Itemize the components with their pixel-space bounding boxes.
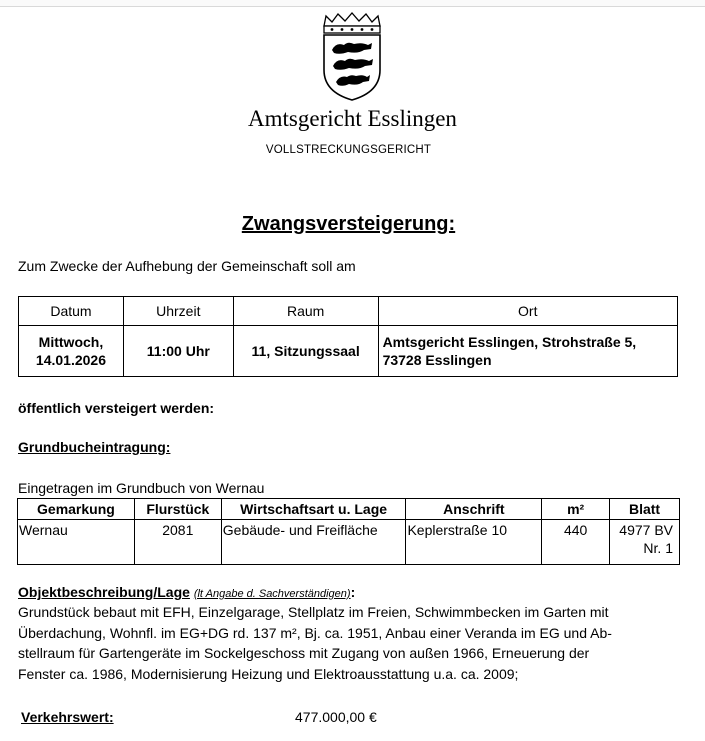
- object-description: [18, 602, 683, 684]
- place-line-2: 73728 Esslingen: [382, 352, 492, 368]
- cell-anschrift: Keplerstraße 10: [406, 520, 542, 565]
- land-register-note: Eingetragen im Grundbuch von Wernau: [18, 480, 265, 496]
- blatt-line-1: 4977 BV: [619, 522, 673, 538]
- header-blatt: Blatt: [610, 499, 680, 520]
- object-line-3: stellraum für Gartengeräte im Sockelgeschoss mit Zugang von außen 1966, Erneuerung der: [18, 645, 590, 661]
- cell-time: 11:00 Uhr: [123, 326, 233, 377]
- land-register-row: [18, 520, 680, 565]
- intro-text: Zum Zwecke der Aufhebung der Gemeinschaft soll am: [18, 258, 356, 274]
- object-line-4: Fenster ca. 1986, Modernisierung Heizung und Elektroausstattung u.a. ca. 2009;: [18, 665, 519, 682]
- header-datum: Datum: [19, 297, 124, 326]
- header-anschrift: Anschrift: [406, 499, 542, 520]
- blatt-line-2: Nr. 1: [643, 540, 673, 556]
- header-area: m²: [542, 499, 610, 520]
- cell-flurstueck: 2081: [134, 520, 221, 565]
- market-value: 477.000,00 €: [295, 709, 377, 725]
- court-name: Amtsgericht Esslingen: [248, 106, 457, 131]
- header-flurstueck: Flurstück: [134, 499, 221, 520]
- header-gemarkung: Gemarkung: [18, 499, 135, 520]
- date-value: 14.01.2026: [35, 352, 106, 368]
- appointment-table: [18, 296, 678, 377]
- court-department: VOLLSTRECKUNGSGERICHT: [265, 144, 432, 156]
- object-title: Objektbeschreibung/Lage: [18, 584, 190, 600]
- land-register-title: Grundbucheintragung:: [18, 439, 171, 455]
- object-note: (lt Angabe d. Sachverständigen): [193, 588, 351, 600]
- date-weekday: Mittwoch,: [38, 334, 104, 350]
- header-uhrzeit: Uhrzeit: [123, 297, 233, 326]
- land-register-table: [17, 498, 680, 565]
- place-line-1: Amtsgericht Esslingen, Strohstraße 5,: [382, 334, 637, 350]
- appointment-value-row: [19, 326, 678, 377]
- cell-gemarkung: Wernau: [18, 520, 135, 565]
- header-raum: Raum: [233, 297, 378, 326]
- coat-of-arms-icon: [318, 12, 386, 102]
- cell-area: 440: [542, 520, 610, 565]
- page-title: Zwangsversteigerung:: [241, 213, 456, 235]
- market-value-label: Verkehrswert:: [21, 709, 114, 725]
- cell-place: [378, 326, 677, 377]
- object-line-2: Überdachung, Wohnfl. im EG+DG rd. 137 m², Bj. ca. 1951, Anbau einer Veranda im EG und Ab-: [18, 624, 612, 641]
- cell-room: 11, Sitzungssaal: [233, 326, 378, 377]
- header-ort: Ort: [378, 297, 677, 326]
- header-wirtschaftsart: Wirtschaftsart u. Lage: [221, 499, 406, 520]
- cell-blatt: [610, 520, 680, 565]
- appointment-header-row: [19, 297, 678, 326]
- cell-wirtschaftsart: Gebäude- und Freifläche: [221, 520, 406, 565]
- object-heading: [18, 584, 355, 600]
- cell-date: [19, 326, 124, 377]
- object-line-1: Grundstück bebaut mit EFH, Einzelgarage, Stellplatz im Freien, Schwimmbecken im Garten mit: [18, 604, 609, 620]
- auction-sentence: öffentlich versteigert werden:: [18, 400, 215, 416]
- land-register-header-row: [18, 499, 680, 520]
- page-top-edge: [0, 0, 705, 7]
- object-colon: :: [350, 584, 356, 600]
